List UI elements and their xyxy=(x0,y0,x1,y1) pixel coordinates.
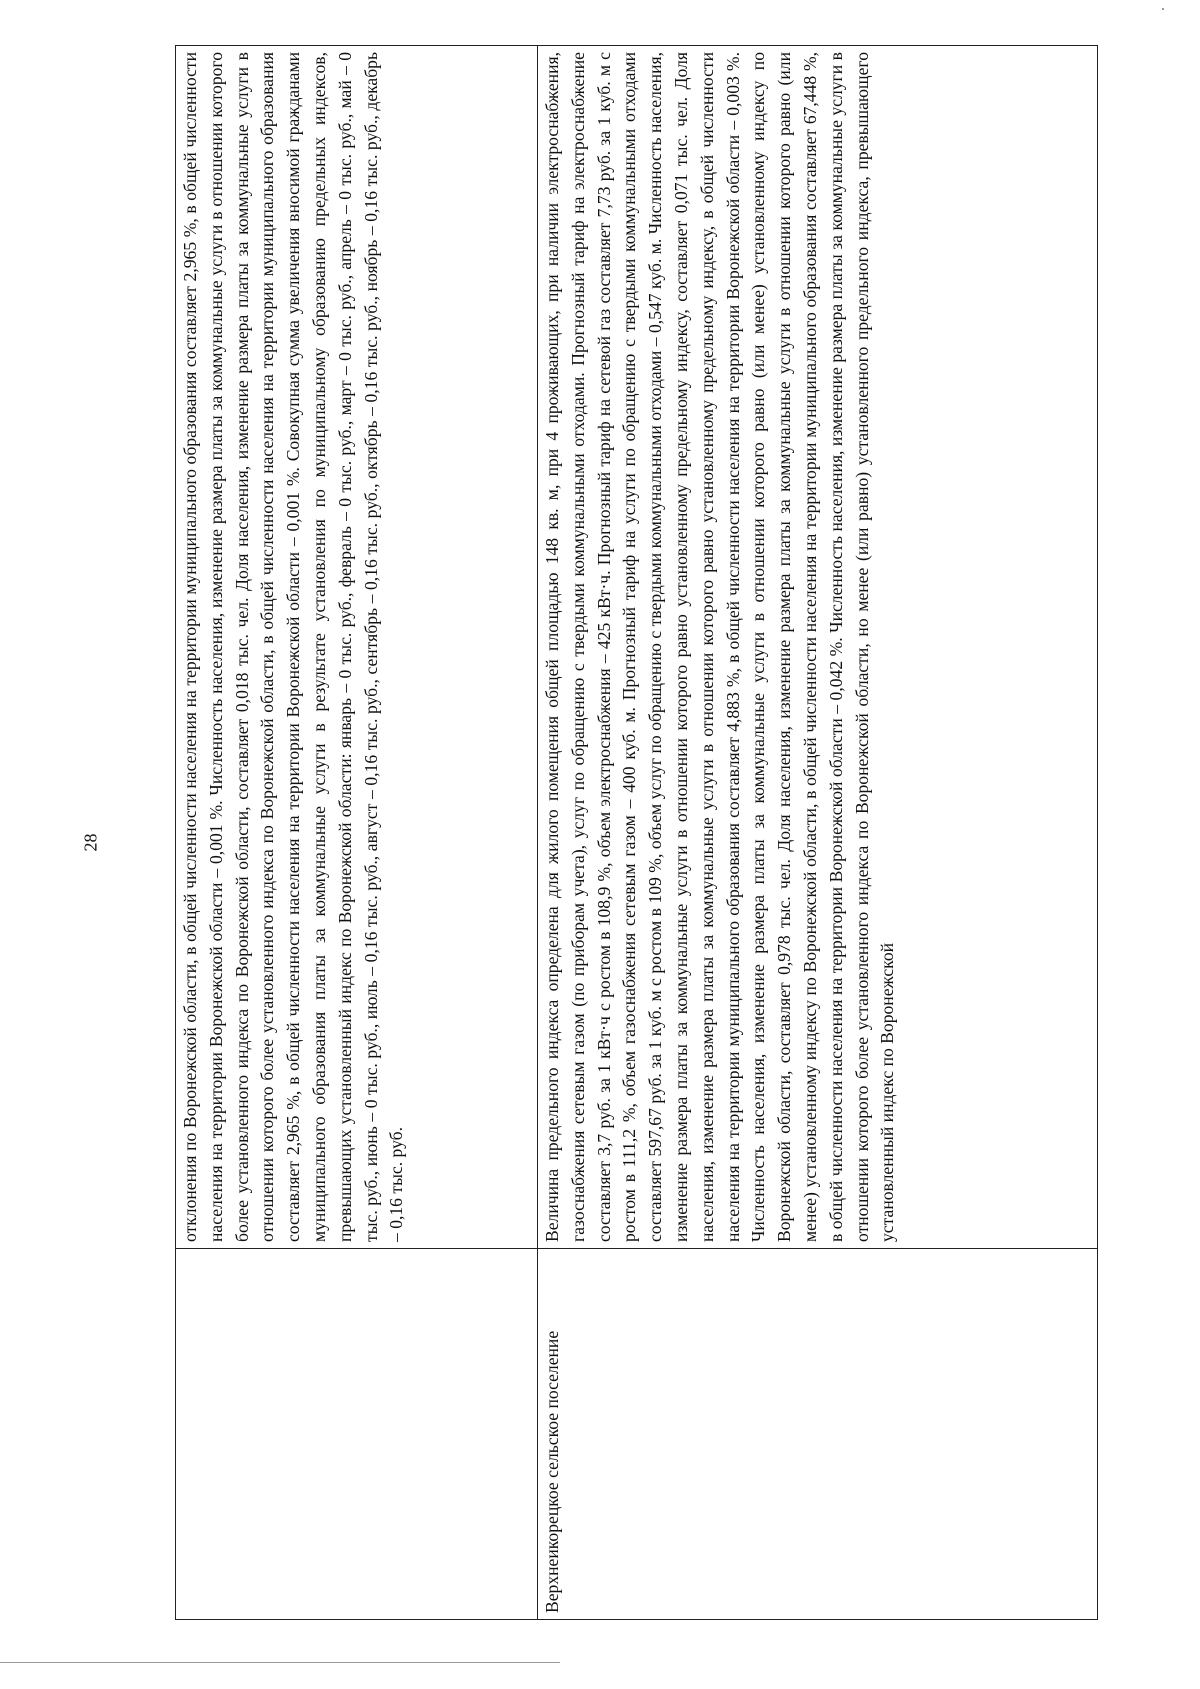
rotated-table-container xyxy=(175,45,1097,1620)
scan-edge-line xyxy=(0,1662,560,1663)
scan-speck xyxy=(1162,8,1164,10)
municipality-name: Верхнеикорецкое сельское поселение xyxy=(542,1330,562,1613)
description-cell xyxy=(538,46,1098,1249)
table-row xyxy=(176,46,538,1620)
description-cell xyxy=(176,46,538,1249)
description-text: отклонения по Воронежской области, в общей численности населения на территории муниципального образования составляет 2,965 %, в общей численности населения на территории Воронежской области – 0,001 %. Численность населения, изменение размера платы за коммунальные услуги в отношении которого более установленного индекса по Воронежской области, составляет 0,018 тыс. чел. Доля населения, изменение размера платы за коммунальные услуги в отношении которого более установленного индекса по Воронежской области, в общей численности населения на территории муниципального образования составляет 2,965 %, в общей численности населения на территории Воронежской области – 0,001 %. Совокупная сумма увеличения вносимой гражданами муниципального образования платы за коммунальные услуги в результате установления по муниципальному образованию предельных индексов, превышающих установленный индекс по Воронежской области: январь – 0 тыс. руб., февраль – 0 тыс. руб., март – 0 тыс. руб., апрель – 0 тыс. руб., май – 0 тыс. руб., июнь – 0 тыс. руб., июль – 0,16 тыс. руб., август – 0,16 тыс. руб., сентябрь – 0,16 тыс. руб., октябрь – 0,16 тыс. руб., ноябрь – 0,16 тыс. руб., декабрь – 0,16 тыс. руб. xyxy=(180,52,407,1242)
municipality-name-cell xyxy=(176,1249,538,1620)
municipality-table xyxy=(175,45,1098,1620)
description-text: Величина предельного индекса определена для жилого помещения общей площадью 148 кв. м, при 4 проживающих, при наличии электроснабжения, газоснабжения сетевым газом (по приборам учета), услуг по обращению с твердыми коммунальными отходами. Прогнозный тариф на электроснабжение составляет 3,7 руб. за 1 кВт·ч с ростом в 108,9 %, объем электроснабжения – 425 кВт·ч. Прогнозный тариф на сетевой газ составляет 7,73 руб. за 1 куб. м с ростом в 111,2 %, объем газоснабжения сетевым газом – 400 куб. м. Прогнозный тариф на услуги по обращению с твердыми коммунальными отходами составляет 597,67 руб. за 1 куб. м с ростом в 109 %, объем услуг по обращению с твердыми коммунальными отходами – 0,547 куб. м. Численность населения, изменение размера платы за коммунальные услуги в отношении которого равно установленному предельному индексу, составляет 0,071 тыс. чел. Доля населения, изменение размера платы за коммунальные услуги в отношении которого равно установленному предельному индексу, в общей численности населения на территории муниципального образования составляет 4,883 %, в общей численности населения на территории Воронежской области – 0,003 %. Численность населения, изменение размера платы за коммунальные услуги в отношении которого равно (или менее) установленному индексу по Воронежской области, составляет 0,978 тыс. чел. Доля населения, изменение размера платы за коммунальные услуги в отношении которого равно (или менее) установленному индексу по Воронежской области, в общей численности населения на территории муниципального образования составляет 67,448 %, в общей численности населения на территории Воронежской области – 0,042 %. Численность населения, изменение размера платы за коммунальные услуги в отношении которого более установленного индекса по Воронежской области, но менее (или равно) установленного предельного индекса, превышающего установленный индекс по Воронежской xyxy=(542,52,898,1242)
page-number: 28 xyxy=(80,833,101,852)
municipality-name-cell xyxy=(538,1249,1098,1620)
table-row xyxy=(538,46,1098,1620)
description-clip xyxy=(540,52,1095,1242)
